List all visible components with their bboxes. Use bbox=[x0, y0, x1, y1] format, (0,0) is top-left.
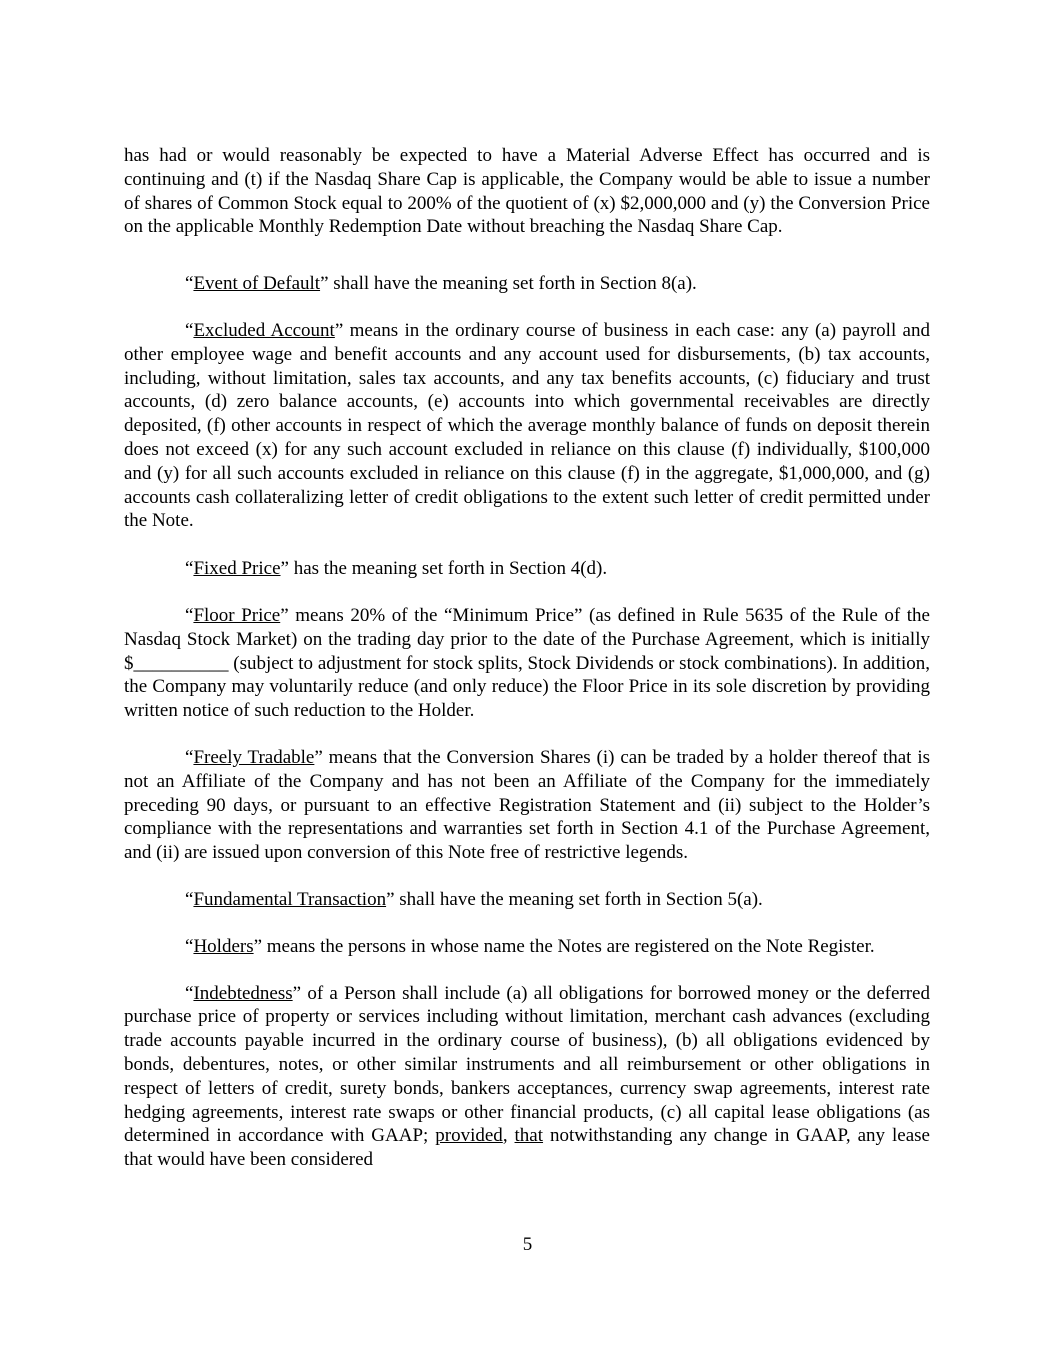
definition-indebtedness bbox=[124, 982, 930, 1172]
definition-fundamental-transaction bbox=[124, 888, 930, 912]
definition-event-of-default bbox=[124, 272, 930, 296]
paragraph-continuation bbox=[124, 144, 930, 239]
definition-text: ” of a Person shall include (a) all obligations for borrowed money or the deferred purchase price of property or services including without limitation, merchant cash advances (excluding trade accounts payable incurred in the ordinary course of business), (b) all obligations evidenced by bonds, debentures, notes, or other similar instruments and all reimbursement or other obligations in respect of letters of credit, surety bonds, bankers acceptances, currency swap agreements, interest rate hedging agreements, interest rate swaps or other financial products, (c) all capital lease obligations (as determined in accordance with GAAP; bbox=[124, 982, 930, 1147]
definition-text: ” shall have the meaning set forth in Section 5(a). bbox=[386, 888, 763, 910]
open-quote: “ bbox=[185, 273, 194, 295]
definition-text-tail: notwithstanding any change in GAAP, any lease that would have been considered bbox=[124, 1125, 930, 1171]
defined-term: Indebtedness bbox=[193, 982, 293, 1004]
definition-text: ” means in the ordinary course of business in each case: any (a) payroll and other employee wage and benefit accounts and any account used for disbursements, (b) tax accounts, including, without limitation, sales tax accounts, and any tax benefits accounts, (c) fiduciary and trust accounts, (d) zero balance accounts, (e) accounts into which governmental receivables are directly deposited, (f) other accounts in respect of which the average monthly balance of funds on deposit therein does not exceed (x) for any such account excluded in reliance on this clause (f) individually, $100,000 and (y) for all such accounts excluded in reliance on this clause (f) in the aggregate, $1,000,000, and (g) accounts cash collateralizing letter of credit obligations to the extent such letter of credit permitted under the Note. bbox=[124, 319, 930, 532]
open-quote: “ bbox=[185, 558, 194, 580]
definition-holders bbox=[124, 935, 930, 959]
open-quote: “ bbox=[185, 604, 194, 626]
defined-term: Fundamental Transaction bbox=[193, 888, 387, 910]
proviso-separator: , bbox=[502, 1125, 515, 1147]
definition-freely-tradable bbox=[124, 746, 930, 865]
defined-term: Event of Default bbox=[193, 273, 321, 295]
defined-term: Floor Price bbox=[193, 604, 281, 626]
definition-text: ” means the persons in whose name the Notes are registered on the Note Register. bbox=[253, 935, 875, 957]
open-quote: “ bbox=[185, 746, 194, 768]
defined-term: Excluded Account bbox=[193, 319, 335, 341]
document-page bbox=[124, 144, 930, 1172]
definition-text: ” shall have the meaning set forth in Section 8(a). bbox=[320, 273, 697, 295]
defined-term: Fixed Price bbox=[193, 558, 281, 580]
proviso-provided: provided bbox=[435, 1125, 503, 1147]
open-quote: “ bbox=[185, 982, 194, 1004]
definition-excluded-account bbox=[124, 319, 930, 533]
paragraph-text: has had or would reasonably be expected to have a Material Adverse Effect has occurred and is continuing and (t) if the Nasdaq Share Cap is applicable, the Company would be able to issue a number of shares of Common Stock equal to 200% of the quotient of (x) $2,000,000 and (y) the Conversion Price on the applicable Monthly Redemption Date without breaching the Nasdaq Share Cap. bbox=[124, 145, 930, 238]
defined-term: Freely Tradable bbox=[193, 746, 315, 768]
defined-term: Holders bbox=[193, 935, 254, 957]
open-quote: “ bbox=[185, 319, 194, 341]
definition-text: ” means 20% of the “Minimum Price” (as defined in Rule 5635 of the Rule of the Nasdaq Stock Market) on the trading day prior to the date of the Purchase Agreement, which is initially $__________ (subject to adjustment for stock splits, Stock Dividends or stock combinations). In addition, the Company may voluntarily reduce (and only reduce) the Floor Price in its sole discretion by providing written notice of such reduction to the Holder. bbox=[124, 604, 930, 722]
definition-text: ” means that the Conversion Shares (i) can be traded by a holder thereof that is not an Affiliate of the Company and has not been an Affiliate of the Company for the immediately preceding 90 days, or pursuant to an effective Registration Statement and (ii) subject to the Holder’s compliance with the representations and warranties set forth in Section 4.1 of the Purchase Agreement, and (ii) are issued upon conversion of this Note free of restrictive legends. bbox=[124, 746, 931, 864]
open-quote: “ bbox=[185, 888, 194, 910]
proviso-that: that bbox=[514, 1125, 544, 1147]
definition-floor-price bbox=[124, 604, 930, 723]
page-number: 5 bbox=[522, 1234, 533, 1255]
open-quote: “ bbox=[185, 935, 194, 957]
definition-text: ” has the meaning set forth in Section 4(d). bbox=[280, 558, 608, 580]
definition-fixed-price bbox=[124, 557, 930, 581]
